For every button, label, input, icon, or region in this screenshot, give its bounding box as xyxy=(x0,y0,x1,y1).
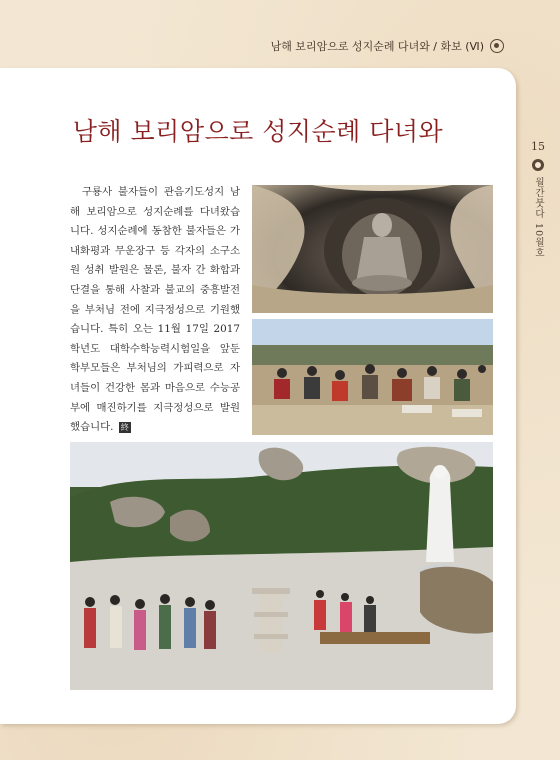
cave-buddha-relief-photo xyxy=(252,185,493,313)
article-body xyxy=(70,183,240,438)
issue-label: 월간붓다 10월호 xyxy=(533,177,544,259)
pilgrims-praying-photo xyxy=(252,319,493,435)
page-number: 15 xyxy=(531,140,545,153)
article-body-text: 구룡사 불자들이 관음기도성지 남해 보리암으로 성지순례를 다녀왔습니다. 성지순례에 동참한 불자들은 가내화평과 무운장구 등 각자의 소구소원 성취 발원은 물론, 불자 간 화합과 단결을 통해 사찰과 불교의 중흥발전을 부처님 전에 지극정성으로 기원했습니다. 특히 오는 11월 17일 2017학년도 대학수학능력시험일을 앞둔 학부모들은 부처님의 가피력으로 자녀들이 건강한 몸과 마음으로 수능공부에 매진하기를 지극정성으로 발원했습니다. xyxy=(70,186,240,434)
dharma-wheel-icon xyxy=(490,39,504,53)
article-title: 남해 보리암으로 성지순례 다녀와 xyxy=(72,117,444,146)
guanyin-statue-mountain-photo xyxy=(70,442,493,690)
running-header-title: 남해 보리암으로 성지순례 다녀와 / 화보 (Ⅵ) xyxy=(270,40,484,53)
side-tab xyxy=(524,140,552,258)
running-header xyxy=(271,38,504,54)
end-mark: 終 xyxy=(120,423,129,433)
dharma-wheel-icon xyxy=(532,159,544,171)
